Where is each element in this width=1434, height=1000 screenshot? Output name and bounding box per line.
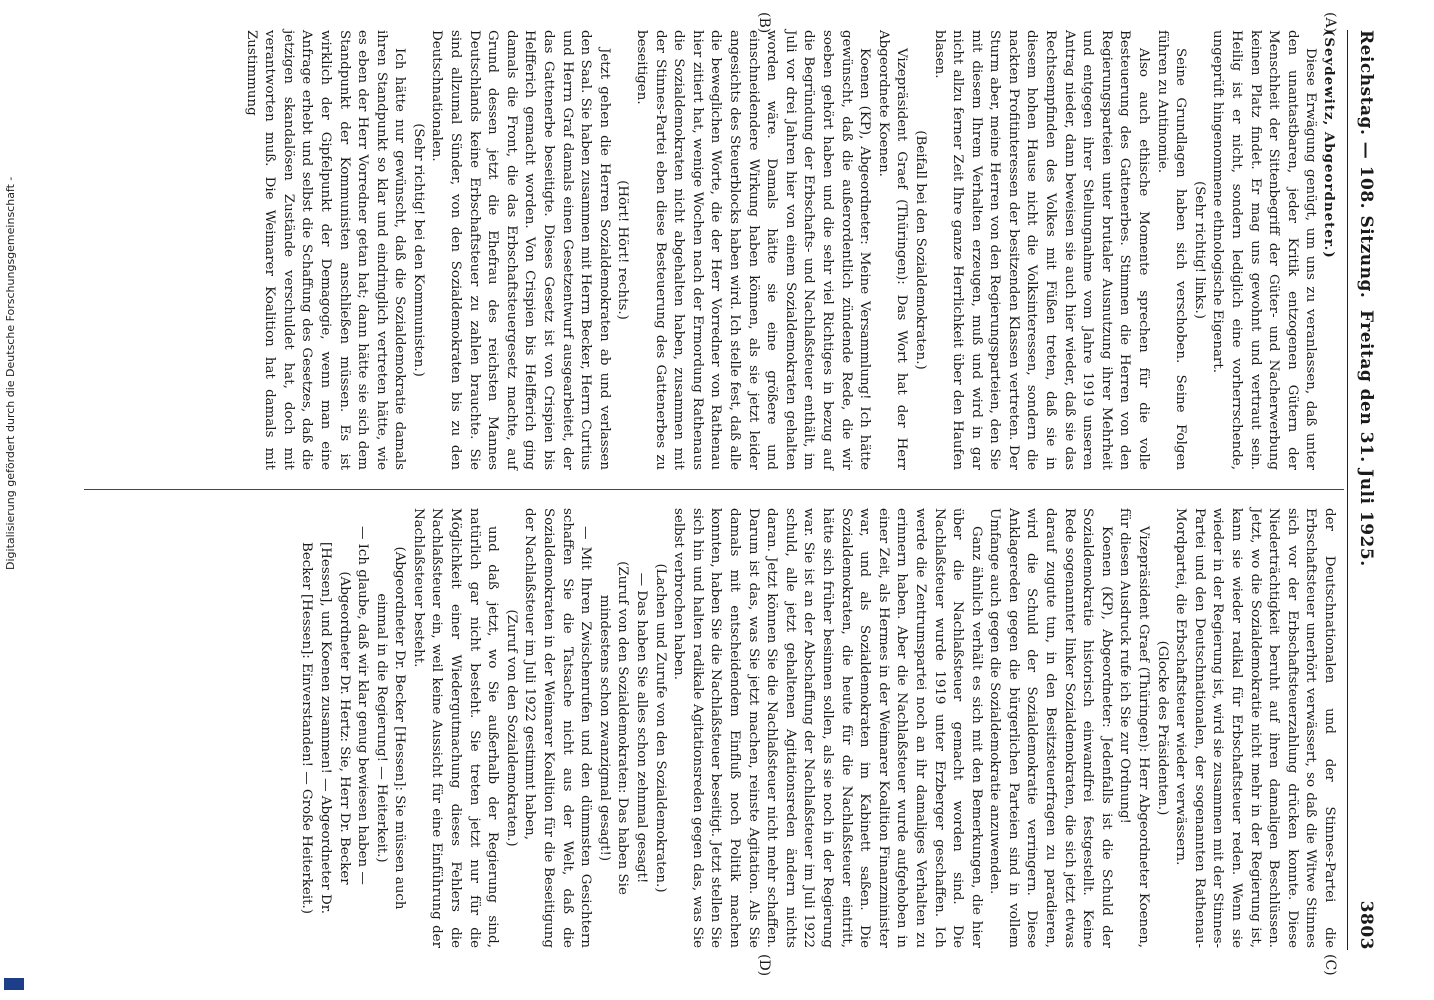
paragraph: und daß jetzt, wo Sie außerhalb der Regierung sind, natürlich gar nicht besteht. Sie treten jetzt nur für die Möglichkeit einer Wiedergutmachung dieses Fehlers die Nachlaßsteuer ein, weil keine Aussicht für eine Einführung der Nachlaßsteuer besteht. [410, 508, 501, 948]
interjection: (Zuruf von den Sozialdemokraten.) [503, 609, 519, 847]
paragraph: Seine Grundlagen haben sich verschoben. Seine Folgen führen zu Antinomie. [1154, 30, 1189, 470]
interjection: (Zuruf von den Sozialdemokraten: Das haben Sie mindestens schon zwanzigmal gesagt!) [596, 561, 631, 895]
paragraph: Vizepräsident Graef (Thüringen): Herr Abgeordneter Koenen, für diesen Ausdruck rufe ich Sie zur Ordnung! [1117, 508, 1152, 948]
paragraph: Koenen (KP), Abgeordneter: Meine Versammlung! Ich hätte gewünscht, daß die außerordentlich zündende Rede, die wir soeben gehört haben und die sehr viel Richtiges in bezug auf die Begründung der Erbschafts- und Nachlaßsteuer enthält, im Juli vor drei Jahren hier von einem Sozialdemokraten gehalten worden wäre. Damals hätte sie eine größere und einschneidendere Wirkung haben können, als sie jetzt leider angesichts des Steuerblocks haben wird. Ich stelle fest, daß alle die beweglichen Worte, die der Herr Vorredner von Rathenau hier zitiert hat, wenige Wochen nach der Ermordung Rathenaus die Sozialdemokraten nicht abgehalten haben, zusammen mit der Stinnes-Partei eben diese Besteuerung des Gattenerbes zu beseitigen. [634, 30, 873, 470]
paragraph: Jetzt gehen die Herren Sozialdemokraten ab und verlassen den Saal. Sie haben zusammen mit Herrn Becker, Herrn Curtius und Herrn Graf damals einen Gesetzentwurf ausgearbeitet, der das Gattenerbe beseitigte. Dieses Gesetz ist von Crispien bis Helfferich gemacht worden. Von Crispien bis Helfferich ging damals die Front, die das Erbschaftsteuergesetz machte, auf Grund dessen jetzt die Ehefrau des reichsten Mannes Deutschlands keine Erbschaftsteuer zu zahlen brauchte. Sie sind allzumal Sünder, von den Sozialdemokraten bis zu den Deutschnationalen. [429, 30, 612, 470]
paragraph: der Deutschnationalen und der Stinnes-Partei die Erbschaftsteuer unerhört verwässert, so daß die Witwe Stinnes sich vor der Erbschaftsteuerzahlung drücken konnte. Diese Niederträchtigkeit beruht auf ihren damaligen Beschlüssen. Jetzt, wo die Sozialdemokratie nicht mehr in der Regierung ist, kann sie wieder radikal für Erbschaftsteuer reden. Wenn sie wieder in der Regierung ist, wird sie zusammen mit der Stinnes-Partei und den Deutschnationalen, der sogenannten Rathenau-Mordpartei, die Erbschaftsteuer wieder verwässern. [1173, 508, 1337, 948]
header-session: Reichstag. — 108. Sitzung. [1356, 30, 1376, 299]
interjection: (Sehr richtig! links.) [1191, 181, 1207, 319]
interjection: (Abgeordneter Dr. Hertz: Sie, Herr Dr. Becker [Hessen], und Koenen zusammen! — Abgeordneter Dr. Becker [Hessen]: Einverstanden! — Große Heiterkeit.) [299, 542, 352, 914]
paragraph: Ganz ähnlich verhält es sich mit den Bemerkungen, die hier über die Nachlaßsteuer gemacht worden sind. Die Nachlaßsteuer wurde 1919 unter Erzberger geschaffen. Ich werde die Zentrumspartei noch an ihr damaliges Verhalten zu erinnern haben. Aber die Nachlaßsteuer wurde aufgehoben in einer Zeit, als Hermes in der Weimarer Koalition Finanzminister war, und als Sozialdemokraten im Kabinett saßen. Die Sozialdemokraten, die heute für die Nachlaßsteuer eintritt, hätte sich früher besinnen sollen, als sie noch in der Regierung war. Sie ist an der Abschaffung der Nachlaßsteuer im Juli 1922 schuld, alle jetzt gehaltenen Agitationsreden ändern nichts daran. Jetzt können Sie die Nachlaßsteuer nicht mehr schaffen. Darum ist das, was Sie jetzt machen, reinste Agitation. Als Sie damals mit entscheidendem Einfluß noch Politik machen konnten, haben Sie die Nachlaßsteuer beseitigt. Jetzt stellen Sie sich hin und halten radikale Agitationsreden gegen das, was Sie selbst verbrochen haben. [671, 508, 984, 948]
page-number: 3803 [1356, 900, 1376, 950]
paragraph: Diese Erwägung genügt, um uns zu veranlassen, daß unter den unantastbaren, jeder Kritik entzogenen Gütern der Menschheit der Sittenbegriff der Güter- und Nacherwerbung keinen Platz findet. Er mag uns gewohnt und vertraut sein. Heilig ist er nicht, sondern lediglich eine vorherrschende, ungeprüft hingenommene ethnologische Eigenart. [1210, 30, 1319, 470]
digitization-credit: Digitalisierung gefördert durch die Deutsche Forschungsgemeinschaft - [4, 176, 17, 570]
interjection: (Sehr richtig! bei den Kommunisten.) [410, 123, 426, 377]
paragraph: Ich hätte nur gewünscht, daß die Sozialdemokratie damals ihren Standpunkt so klar und eindringlich vertreten hätte, wie es eben der Herr Vorredner getan hat; dann hätte sie sich dem Standpunkt der Kommunisten anschließen müssen. Es ist wirklich der Gipfelpunkt der Demagogie, wenn man eine Anfrage erhebt und selbst die Schaffung des Gesetzes, daß die jetzigen skandalösen Zustände verschuldet hat, doch mit verantworten muß. Die Weimarer Koalition hat damals mit Zustimmung [243, 30, 408, 470]
interjection: — Das haben Sie alles schon zehnmal gesagt! [634, 572, 650, 884]
margin-marker-c: (C) [1322, 954, 1338, 976]
right-column [297, 508, 1338, 948]
interjection: (Hört! Hört! rechts.) [615, 180, 631, 320]
document-page [78, 12, 1378, 977]
interjection: (Glocke des Präsidenten.) [1154, 640, 1170, 816]
interjection: (Lachen und Zurufe von den Sozialdemokraten.) [652, 563, 668, 893]
paragraph: — Ich glaube, daß wir klar genug bewiesen haben — [355, 526, 371, 885]
left-column [241, 30, 1338, 470]
header-rule [1347, 30, 1348, 950]
margin-marker-b: (B) [756, 12, 772, 34]
page-header [1348, 30, 1378, 950]
paragraph: Koenen (KP), Abgeordneter: Jedenfalls ist die Schuld der Sozialdemokratie historisch einwandfrei festgestellt. Keine Rede sogenannter linker Sozialdemokraten, die sich jetzt etwas darauf zugute tun, in den Besitzsteuerfragen zu paradieren, wird die Schuld der Sozialdemokratie verringern. Diese Anklagereden gegen die bürgerlichen Parteien sind in vollem Umfange auch gegen die Sozialdemokratie anzuwenden. [987, 508, 1114, 948]
interjection: (Beifall bei den Sozialdemokraten.) [912, 130, 928, 370]
dfg-logo-icon [4, 978, 24, 990]
column-divider [84, 489, 1344, 490]
paragraph: Also auch ethische Momente sprechen für die volle Besteuerung des Gattenerbes. Stimmen die Herren von den Regierungsparteien unter brutaler Ausnutzung ihrer Mehrheit und entgegen ihrer Stellungnahme vom Jahre 1919 unseren Antrag nieder, dann beweisen sie auch hier wieder, daß sie das Rechtsempfinden des Volkes mit Füßen treten, daß sie in diesem hohen Hause nicht die Volksinteressen, sondern die nackten Profitinteressen der besitzenden Klassen vertreten. Der Sturm aber, meine Herren von den Regierungsparteien, den Sie mit diesem Ihrem Verhalten erzeugen, muß und wird in gar nicht allzu ferner Zeit Ihre ganze Herrlichkeit über den Haufen blasen. [931, 30, 1152, 470]
paragraph: — Mit Ihren Zwischenrufen und den dümmsten Gesichtern schaffen Sie die Tatsache nicht aus der Welt, daß die Sozialdemokraten in der Weimarer Koalition für die Beseitigung der Nachlaßsteuer im Juli 1922 gestimmt haben, [522, 508, 594, 948]
margin-marker-a: (A) [1322, 12, 1338, 34]
paragraph: Vizepräsident Graef (Thüringen): Das Wort hat der Herr Abgeordnete Koenen. [875, 30, 910, 470]
speaker-label: (Seydewitz, Abgeordneter.) [1321, 30, 1337, 259]
interjection: (Abgeordneter Dr. Becker [Hessen]: Sie müssen auch einmal in die Regierung! — Heiterkeit.) [373, 546, 408, 910]
margin-marker-d: (D) [756, 954, 772, 977]
header-date: Freitag den 31. Juli 1925. [1356, 310, 1376, 567]
